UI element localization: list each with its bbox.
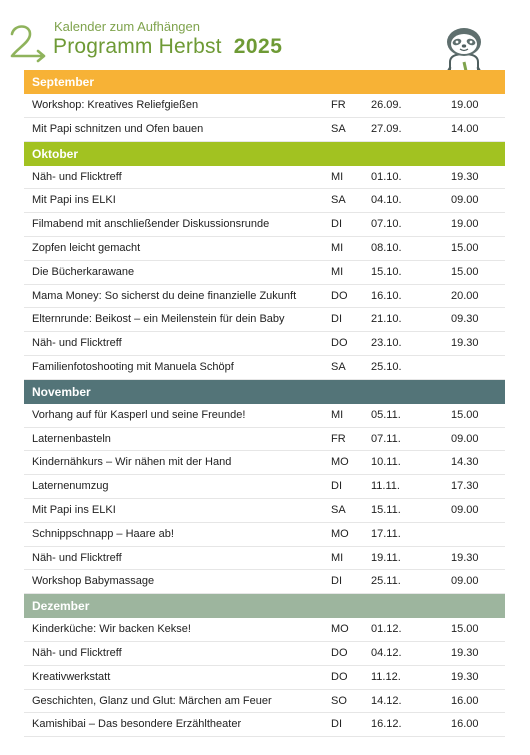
event-date: 25.10. bbox=[371, 360, 402, 373]
event-day: DO bbox=[331, 289, 348, 302]
event-row bbox=[24, 308, 505, 332]
event-day: DI bbox=[331, 313, 342, 326]
event-day: SA bbox=[331, 194, 346, 207]
event-date: 05.11. bbox=[371, 408, 401, 421]
event-title: Kamishibai – Das besondere Erzähltheater bbox=[32, 718, 242, 731]
event-day: DO bbox=[331, 670, 348, 683]
event-day: DO bbox=[331, 646, 348, 659]
event-date: 17.11. bbox=[371, 527, 401, 540]
page-title-year: 2025 bbox=[233, 35, 283, 58]
event-date: 11.12. bbox=[371, 670, 401, 683]
event-title: Geschichten, Glanz und Glut: Märchen am Feuer bbox=[32, 694, 272, 707]
event-row bbox=[24, 713, 505, 737]
event-date: 19.11. bbox=[371, 551, 401, 564]
event-time: 19.30 bbox=[451, 170, 479, 183]
event-day: FR bbox=[331, 432, 346, 445]
event-title: Kinderküche: Wir backen Kekse! bbox=[32, 623, 191, 636]
event-time: 19.00 bbox=[451, 99, 479, 111]
event-row bbox=[24, 428, 505, 452]
event-date: 15.11. bbox=[371, 503, 401, 516]
section-header-september: September bbox=[24, 70, 505, 94]
event-time: 16.00 bbox=[451, 718, 479, 731]
event-title: Näh- und Flicktreff bbox=[32, 551, 122, 564]
swirl-logo-icon bbox=[4, 20, 52, 64]
event-date: 10.11. bbox=[371, 456, 401, 469]
event-title: Kreativwerkstatt bbox=[32, 670, 111, 683]
event-row bbox=[24, 547, 505, 571]
event-date: 01.10. bbox=[371, 170, 402, 183]
event-row bbox=[24, 570, 505, 594]
event-date: 04.12. bbox=[371, 646, 402, 659]
event-title: Workshop Babymassage bbox=[32, 575, 155, 588]
event-title: Workshop: Kreatives Reliefgießen bbox=[32, 99, 199, 111]
event-row bbox=[24, 118, 505, 142]
event-time: 17.30 bbox=[451, 480, 479, 493]
event-day: SO bbox=[331, 694, 347, 707]
event-row bbox=[24, 166, 505, 190]
event-date: 08.10. bbox=[371, 241, 402, 254]
header-kicker: Kalender zum Aufhängen bbox=[54, 19, 200, 34]
event-row bbox=[24, 356, 505, 380]
event-time: 15.00 bbox=[451, 265, 479, 278]
event-time: 19.30 bbox=[451, 551, 479, 564]
event-time: 19.30 bbox=[451, 670, 479, 683]
event-row bbox=[24, 261, 505, 285]
event-date: 07.10. bbox=[371, 218, 402, 231]
event-row bbox=[24, 499, 505, 523]
event-day: SA bbox=[331, 503, 346, 516]
event-day: DI bbox=[331, 575, 342, 588]
event-title: Schnippschnapp – Haare ab! bbox=[32, 527, 174, 540]
event-title: Mit Papi ins ELKI bbox=[32, 503, 116, 516]
event-date: 25.11. bbox=[371, 575, 401, 588]
event-row bbox=[24, 475, 505, 499]
event-row bbox=[24, 523, 505, 547]
event-title: Laternenbasteln bbox=[32, 432, 111, 445]
event-date: 15.10. bbox=[371, 265, 402, 278]
event-day: MI bbox=[331, 170, 344, 183]
event-row bbox=[24, 94, 505, 118]
program-list bbox=[24, 70, 505, 737]
page-title-text: Programm Herbst bbox=[53, 35, 222, 58]
event-row bbox=[24, 189, 505, 213]
event-title: Mit Papi schnitzen und Ofen bauen bbox=[32, 122, 204, 135]
event-date: 11.11. bbox=[371, 480, 400, 493]
event-time: 20.00 bbox=[451, 289, 479, 302]
event-day: MO bbox=[331, 623, 349, 636]
event-time: 09.00 bbox=[451, 194, 479, 207]
event-day: MI bbox=[331, 408, 344, 421]
event-time: 15.00 bbox=[451, 623, 479, 636]
event-title: Die Bücherkarawane bbox=[32, 265, 135, 278]
section-header-november: November bbox=[24, 380, 505, 404]
event-day: DI bbox=[331, 718, 342, 731]
event-row bbox=[24, 451, 505, 475]
event-date: 04.10. bbox=[371, 194, 402, 207]
event-day: SA bbox=[331, 360, 346, 373]
event-title: Mama Money: So sicherst du deine finanzielle Zukunft bbox=[32, 289, 297, 302]
event-time: 09.00 bbox=[451, 503, 479, 516]
event-title: Näh- und Flicktreff bbox=[32, 170, 122, 183]
event-time: 15.00 bbox=[451, 408, 479, 421]
event-row bbox=[24, 332, 505, 356]
event-day: FR bbox=[331, 99, 346, 111]
event-title: Filmabend mit anschließender Diskussionsrunde bbox=[32, 218, 270, 231]
event-day: MO bbox=[331, 456, 349, 469]
event-date: 07.11. bbox=[371, 432, 401, 445]
event-date: 16.12. bbox=[371, 718, 402, 731]
event-day: DO bbox=[331, 337, 348, 350]
event-time: 09.00 bbox=[451, 432, 479, 445]
event-title: Vorhang auf für Kasperl und seine Freunde! bbox=[32, 408, 246, 421]
event-row bbox=[24, 690, 505, 714]
event-time: 19.30 bbox=[451, 646, 479, 659]
event-title: Elternrunde: Beikost – ein Meilenstein für dein Baby bbox=[32, 313, 285, 326]
section-header-oktober: Oktober bbox=[24, 142, 505, 166]
event-row bbox=[24, 285, 505, 309]
event-time: 09.30 bbox=[451, 313, 479, 326]
event-date: 01.12. bbox=[371, 623, 402, 636]
section-header-dezember: Dezember bbox=[24, 594, 505, 618]
event-row bbox=[24, 213, 505, 237]
event-date: 14.12. bbox=[371, 694, 402, 707]
event-title: Näh- und Flicktreff bbox=[32, 646, 122, 659]
event-time: 15.00 bbox=[451, 241, 479, 254]
event-day: MI bbox=[331, 241, 344, 254]
page-title bbox=[53, 35, 282, 59]
event-day: MO bbox=[331, 527, 349, 540]
event-row bbox=[24, 666, 505, 690]
event-title: Kindernähkurs – Wir nähen mit der Hand bbox=[32, 456, 232, 469]
event-row bbox=[24, 237, 505, 261]
event-time: 19.30 bbox=[451, 337, 479, 350]
event-day: MI bbox=[331, 265, 344, 278]
event-time: 14.30 bbox=[451, 456, 479, 469]
event-date: 27.09. bbox=[371, 122, 402, 135]
event-day: DI bbox=[331, 480, 342, 493]
event-date: 23.10. bbox=[371, 337, 402, 350]
event-time: 19.00 bbox=[451, 218, 479, 231]
event-title: Mit Papi ins ELKI bbox=[32, 194, 116, 207]
event-time: 14.00 bbox=[451, 122, 479, 135]
event-row bbox=[24, 404, 505, 428]
event-day: SA bbox=[331, 122, 346, 135]
event-time: 09.00 bbox=[451, 575, 479, 588]
event-time: 16.00 bbox=[451, 694, 479, 707]
event-day: MI bbox=[331, 551, 344, 564]
event-row bbox=[24, 618, 505, 642]
page-header bbox=[0, 0, 530, 70]
event-title: Näh- und Flicktreff bbox=[32, 337, 122, 350]
event-date: 26.09. bbox=[371, 99, 402, 111]
event-title: Laternenumzug bbox=[32, 480, 109, 493]
event-title: Zopfen leicht gemacht bbox=[32, 241, 141, 254]
event-day: DI bbox=[331, 218, 342, 231]
event-title: Familienfotoshooting mit Manuela Schöpf bbox=[32, 360, 234, 373]
event-row bbox=[24, 642, 505, 666]
event-date: 21.10. bbox=[371, 313, 402, 326]
event-date: 16.10. bbox=[371, 289, 402, 302]
